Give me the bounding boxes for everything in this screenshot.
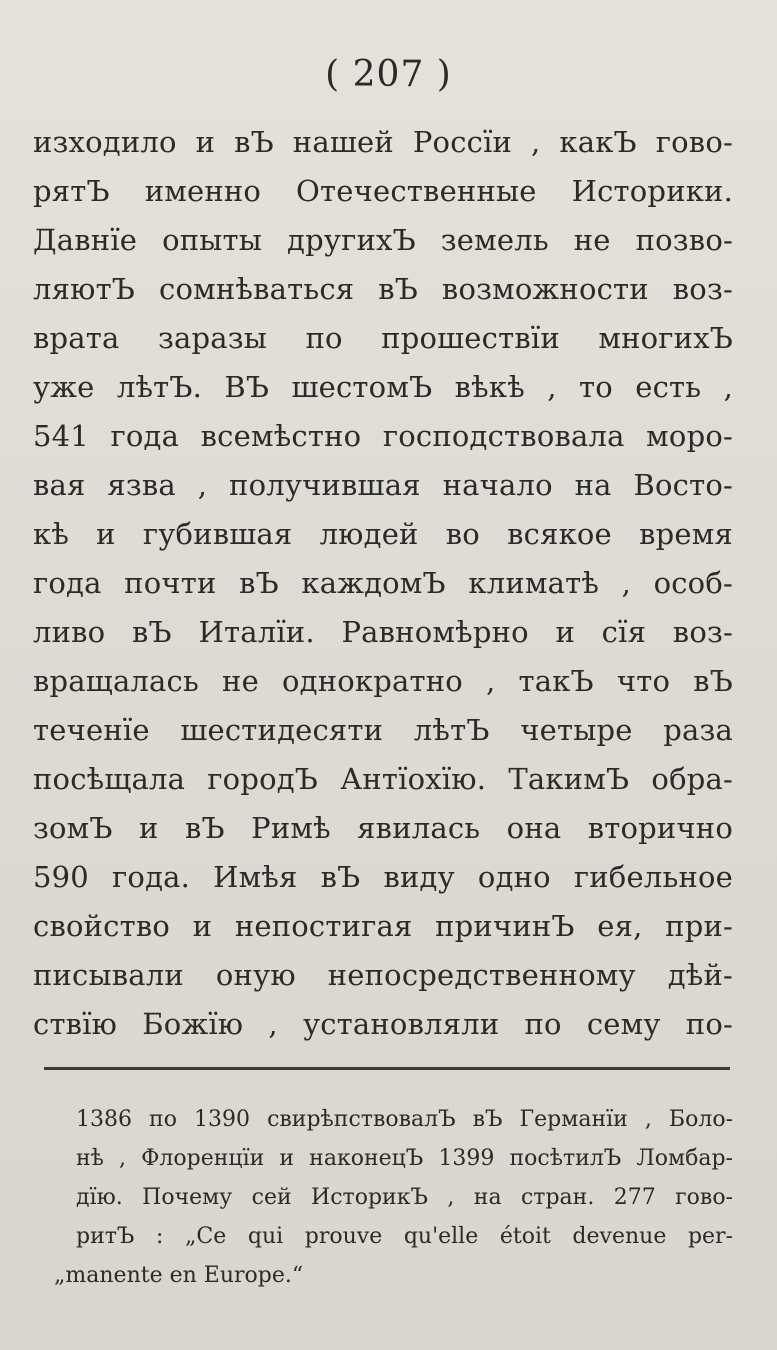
text-line: 541 года всемѣстно господствовала моро-	[33, 419, 733, 453]
footnote-line: ритЪ : „Ce qui prouve qu'elle étoit devenue per-	[76, 1224, 733, 1249]
text-line: уже лѣтЪ. ВЪ шестомЪ вѣкѣ , то есть ,	[33, 370, 733, 404]
text-line: врата заразы по прошествïи многихЪ	[33, 321, 733, 355]
text-line: вращалась не однократно , такЪ что вЪ	[33, 664, 733, 698]
text-line: 590 года. Имѣя вЪ виду одно гибельное	[33, 860, 733, 894]
text-line: года почти вЪ каждомЪ климатѣ , особ-	[33, 566, 733, 600]
text-line: кѣ и губившая людей во всякое время	[33, 517, 733, 551]
text-line: изходило и вЪ нашей Россïи , какЪ гово-	[33, 125, 733, 159]
text-line: ливо вЪ Италïи. Равномѣрно и сïя воз-	[33, 615, 733, 649]
text-line: свойство и непостигая причинЪ ея, при-	[33, 909, 733, 943]
text-line: ляютЪ сомнѣваться вЪ возможности воз-	[33, 272, 733, 306]
footnote-line: 1386 по 1390 свирѣпствовалЪ вЪ Германïи , Болo-	[76, 1107, 733, 1132]
footnote	[54, 1100, 733, 1295]
footnote-separator-rule	[44, 1067, 730, 1070]
text-line: ствïю Божïю , установляли по сему по-	[33, 1007, 733, 1041]
text-line: зомЪ и вЪ Римѣ явилась она вторично	[33, 811, 733, 845]
text-line: теченïе шестидесяти лѣтЪ четыре раза	[33, 713, 733, 747]
main-text	[33, 118, 733, 1049]
page-number: ( 207 )	[325, 54, 452, 95]
footnote-line: нѣ , Флоренцïи и наконецЪ 1399 посѣтилЪ Ломбар-	[76, 1146, 733, 1171]
footnote-line: „manente en Europe.“	[54, 1263, 304, 1288]
text-line: посѣщала городЪ Антïохïю. ТакимЪ обра-	[33, 762, 733, 796]
text-line: Давнïе опыты другихЪ земель не позво-	[33, 223, 733, 257]
text-line: писывали оную непосредственному дѣй-	[33, 958, 733, 992]
footnote-line: дïю. Почему сей ИсторикЪ , на стран. 277 гово-	[76, 1185, 733, 1210]
text-line: рятЪ именно Отечественные Историки.	[33, 174, 733, 208]
text-line: вая язва , получившая начало на Восто-	[33, 468, 733, 502]
